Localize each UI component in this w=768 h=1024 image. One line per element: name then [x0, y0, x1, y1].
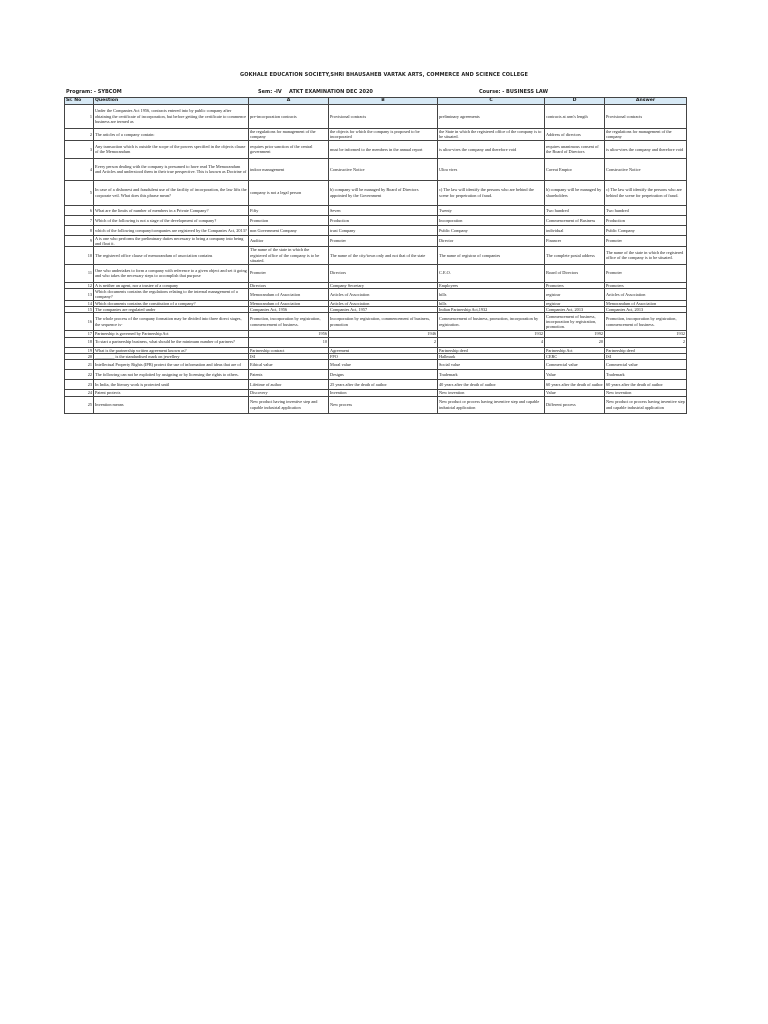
option-b-cell: Invention	[329, 390, 438, 396]
sr-no-cell: 4	[65, 158, 94, 180]
option-d-cell: registrar	[545, 300, 605, 306]
sr-no-cell: 22	[65, 370, 94, 380]
table-row	[65, 288, 687, 300]
option-b-cell: Seven	[329, 205, 438, 215]
option-c-cell: Commencement of business, promotion, incorporation by registration.	[438, 313, 545, 331]
option-a-cell: The name of the state in which the registered office of the company is to be situated.	[249, 247, 329, 264]
option-b-cell: 2	[329, 337, 438, 347]
question-cell: The articles of a company contain:	[94, 129, 249, 141]
option-d-cell: contracts at arm's length	[545, 105, 605, 129]
answer-cell: 1932	[605, 331, 687, 337]
table-row	[65, 235, 687, 247]
sr-no-cell: 7	[65, 215, 94, 225]
option-d-cell: Promoters	[545, 282, 605, 288]
question-cell: Under the Companies Act 1956, contracts entered into by public company after obtaining the certificate of incorporation, but before getting the certificate to commence business are termed as	[94, 105, 249, 129]
option-a-cell: Lifetime of author	[249, 380, 329, 390]
option-c-cell: Hallmark	[438, 354, 545, 360]
option-a-cell: Discovery	[249, 390, 329, 396]
answer-cell: ISI	[605, 354, 687, 360]
question-cell: A is one who performs the preliminary duties necessary to bring a company into being and float it.	[94, 235, 249, 247]
question-cell: Which documents contains the regulations relating to the internal management of a company?	[94, 288, 249, 300]
sr-no-cell: 8	[65, 225, 94, 235]
option-b-cell: Directors	[329, 264, 438, 282]
option-d-cell: Commencement of Business	[545, 215, 605, 225]
option-a-cell: Partnership contract	[249, 347, 329, 353]
option-c-cell: 40 years after the death of author	[438, 380, 545, 390]
option-d-cell: 20	[545, 337, 605, 347]
option-a-cell: Directors	[249, 282, 329, 288]
answer-cell: New invention	[605, 390, 687, 396]
column-header: D	[545, 98, 605, 105]
option-c-cell: Partnership deed	[438, 347, 545, 353]
option-b-cell: Companies Act, 1957	[329, 306, 438, 312]
question-cell: Which documents contains the constitution of a company?	[94, 300, 249, 306]
option-d-cell: registrar	[545, 288, 605, 300]
option-d-cell: Value	[545, 370, 605, 380]
question-cell: The registered office clause of memorandum of association contains	[94, 247, 249, 264]
answer-cell: Memorandum of Association	[605, 300, 687, 306]
answer-cell: Trademark	[605, 370, 687, 380]
answer-cell: Promotion, incorporation by registration, commencement of business.	[605, 313, 687, 331]
sr-no-cell: 2	[65, 129, 94, 141]
option-a-cell: non Government Company	[249, 225, 329, 235]
column-header: A	[249, 98, 329, 105]
sr-no-cell: 1	[65, 105, 94, 129]
answer-cell: Production	[605, 215, 687, 225]
answer-cell: Commercial value	[605, 360, 687, 370]
option-c-cell: bills	[438, 288, 545, 300]
answer-cell: Promoter	[605, 235, 687, 247]
column-header: Sr. No	[65, 98, 94, 105]
table-row	[65, 180, 687, 205]
column-header: B	[329, 98, 438, 105]
option-c-cell: preliminary agreements	[438, 105, 545, 129]
option-a-cell: the regulations for management of the company	[249, 129, 329, 141]
option-a-cell: Memorandum of Association	[249, 288, 329, 300]
option-d-cell: Companies Act, 2013	[545, 306, 605, 312]
question-cell: Patent protects	[94, 390, 249, 396]
table-row	[65, 105, 687, 129]
answer-cell: Public Company	[605, 225, 687, 235]
sr-no-cell: 23	[65, 380, 94, 390]
question-cell: A is neither an agent, nor a trustee of a company	[94, 282, 249, 288]
option-b-cell: Moral value	[329, 360, 438, 370]
question-cell: The whole process of the company formation may be divided into three direct stages, the sequence is-	[94, 313, 249, 331]
sr-no-cell: 14	[65, 300, 94, 306]
answer-cell: 60 years after the death of author	[605, 380, 687, 390]
answer-cell: 2	[605, 337, 687, 347]
table-header-row	[65, 98, 687, 105]
option-b-cell: Articles of Association	[329, 300, 438, 306]
option-d-cell: 1992	[545, 331, 605, 337]
option-a-cell: 10	[249, 337, 329, 347]
option-d-cell: individual	[545, 225, 605, 235]
option-d-cell: Different process	[545, 396, 605, 413]
answer-cell: New product or process having inventive step and capable industrial application	[605, 396, 687, 413]
option-d-cell: The complete postal address	[545, 247, 605, 264]
option-d-cell: b) company will be managed by shareholders	[545, 180, 605, 205]
table-row	[65, 140, 687, 158]
option-a-cell: Auditor	[249, 235, 329, 247]
option-a-cell: Patents	[249, 370, 329, 380]
sr-no-cell: 5	[65, 180, 94, 205]
question-cell: Intellectual Property Rights (IPR) protect the use of information and ideas that are of	[94, 360, 249, 370]
table-row	[65, 225, 687, 235]
question-cell: Any transaction which is outside the scope of the powers specified in the objects clause of the Memorandum	[94, 140, 249, 158]
option-c-cell: c) The law will identify the persons who are behind the scene for perpetration of fraud.	[438, 180, 545, 205]
option-d-cell: Board of Directors	[545, 264, 605, 282]
answer-cell: Constructive Notice	[605, 158, 687, 180]
option-c-cell: The name of registrar of companies	[438, 247, 545, 264]
option-b-cell: New process	[329, 396, 438, 413]
option-a-cell: Companies Act, 1956	[249, 306, 329, 312]
option-d-cell: Financer	[545, 235, 605, 247]
option-b-cell: trust Company	[329, 225, 438, 235]
option-a-cell: indoor management	[249, 158, 329, 180]
question-cell: Invention means	[94, 396, 249, 413]
sr-no-cell: 10	[65, 247, 94, 264]
answer-cell: Promoter	[605, 264, 687, 282]
option-c-cell: Social value	[438, 360, 545, 370]
sr-no-cell: 17	[65, 331, 94, 337]
question-cell: _________ is the standardised mark on jewellery	[94, 354, 249, 360]
option-c-cell: Ultra vires	[438, 158, 545, 180]
option-a-cell: Promotion, incorporation by registration, commencement of business.	[249, 313, 329, 331]
option-d-cell: 60 years after the death of author	[545, 380, 605, 390]
question-table	[64, 97, 687, 414]
program-label: Program: - SYBCOM	[66, 89, 122, 95]
sr-no-cell: 25	[65, 396, 94, 413]
table-row	[65, 215, 687, 225]
option-c-cell: C.E.O.	[438, 264, 545, 282]
option-a-cell: 1956	[249, 331, 329, 337]
semester-label: Sem: -IV	[258, 89, 282, 95]
answer-cell: Partnership deed	[605, 347, 687, 353]
question-cell: The following can not be exploited by assigning or by licensing the rights to others.	[94, 370, 249, 380]
option-b-cell: Articles of Association	[329, 288, 438, 300]
option-a-cell: Ethical value	[249, 360, 329, 370]
table-row	[65, 360, 687, 370]
option-c-cell: New product or process having inventive step and capable industrial application	[438, 396, 545, 413]
option-b-cell: 25 years after the death of author	[329, 380, 438, 390]
option-c-cell: the State in which the registered office of the company is to be situated.	[438, 129, 545, 141]
option-c-cell: Employees	[438, 282, 545, 288]
option-d-cell: Caveat Emptor	[545, 158, 605, 180]
question-cell: What are the limits of number of members in a Private Company?	[94, 205, 249, 215]
option-b-cell: 1946	[329, 331, 438, 337]
question-cell: Every person dealing with the company is presumed to have read The Memorandum and Articles and understood them in their true perspective. This is known as Doctrine of	[94, 158, 249, 180]
option-a-cell: Fifty	[249, 205, 329, 215]
sr-no-cell: 20	[65, 354, 94, 360]
question-cell: The companies are regulated under	[94, 306, 249, 312]
question-cell: One who undertakes to form a company with reference to a given object and set it going and who takes the necessary steps to accomplish that purpose	[94, 264, 249, 282]
answer-cell: Promoters	[605, 282, 687, 288]
sr-no-cell: 6	[65, 205, 94, 215]
sr-no-cell: 15	[65, 306, 94, 312]
answer-cell: Companies Act, 2013	[605, 306, 687, 312]
option-c-cell: is ultra-vires the company and therefore void	[438, 140, 545, 158]
column-header: C	[438, 98, 545, 105]
sr-no-cell: 16	[65, 313, 94, 331]
question-cell: which of the following company/companies are registered by the Companies Act, 2013?	[94, 225, 249, 235]
college-title: GOKHALE EDUCATION SOCIETY,SHRI BHAUSAHEB VARTAK ARTS, COMMERCE AND SCIENCE COLLEGE	[240, 72, 528, 78]
option-a-cell: New product having inventive step and capable industrial application	[249, 396, 329, 413]
question-cell: In case of a dishonest and fraudulent use of the facility of incorporation, the law lifts the corporate veil. What does this phrase mean?	[94, 180, 249, 205]
option-a-cell: Memorandum of Association	[249, 300, 329, 306]
option-a-cell: ISI	[249, 354, 329, 360]
option-c-cell: Public Company	[438, 225, 545, 235]
table-row	[65, 380, 687, 390]
option-b-cell: Incorporation by registration, commencement of business, promotion	[329, 313, 438, 331]
option-b-cell: the objects for which the company is proposed to be incorporated	[329, 129, 438, 141]
option-b-cell: FPO	[329, 354, 438, 360]
option-c-cell: New invention	[438, 390, 545, 396]
column-header: Answer	[605, 98, 687, 105]
option-b-cell: Agreement	[329, 347, 438, 353]
answer-cell: The name of the state in which the registered office of the company is to be situated.	[605, 247, 687, 264]
question-cell: In India, the literary work is protected until	[94, 380, 249, 390]
option-d-cell: Commencement of business, incorporation by registration, promotion.	[545, 313, 605, 331]
option-b-cell: The name of the city/town only and not that of the state	[329, 247, 438, 264]
option-c-cell: Director	[438, 235, 545, 247]
answer-cell: Articles of Association	[605, 288, 687, 300]
table-row	[65, 158, 687, 180]
option-d-cell: CERC	[545, 354, 605, 360]
table-row	[65, 396, 687, 413]
sr-no-cell: 18	[65, 337, 94, 347]
option-b-cell: Provisional contracts	[329, 105, 438, 129]
option-c-cell: Trademark	[438, 370, 545, 380]
question-cell: Which of the following is not a stage of the development of company?	[94, 215, 249, 225]
table-row	[65, 205, 687, 215]
option-b-cell: b) company will be managed by Board of Directors appointed by the Government	[329, 180, 438, 205]
answer-cell: c) The law will identify the persons who are behind the scene for perpetration of fraud.	[605, 180, 687, 205]
option-c-cell: Indian Partnership Act,1932	[438, 306, 545, 312]
option-c-cell: Incorporation	[438, 215, 545, 225]
answer-cell: is ultra-vires the company and therefore void	[605, 140, 687, 158]
table-row	[65, 313, 687, 331]
course-label: Course: - BUSINESS LAW	[479, 89, 549, 95]
option-b-cell: Constructive Notice	[329, 158, 438, 180]
option-a-cell: pre-incorporation contracts	[249, 105, 329, 129]
option-b-cell: Designs	[329, 370, 438, 380]
table-row	[65, 129, 687, 141]
sr-no-cell: 11	[65, 264, 94, 282]
option-b-cell: Production	[329, 215, 438, 225]
option-b-cell: Company Secretary	[329, 282, 438, 288]
option-d-cell: Commercial value	[545, 360, 605, 370]
option-a-cell: requires prior sanction of the central government	[249, 140, 329, 158]
option-c-cell: Twenty	[438, 205, 545, 215]
option-d-cell: Partnership Act	[545, 347, 605, 353]
sr-no-cell: 13	[65, 288, 94, 300]
table-row	[65, 337, 687, 347]
option-a-cell: company is not a legal person	[249, 180, 329, 205]
answer-cell: Two hundred	[605, 205, 687, 215]
option-d-cell: requires unanimous consent of the Board of Directors	[545, 140, 605, 158]
option-d-cell: Two hundred	[545, 205, 605, 215]
sr-no-cell: 19	[65, 347, 94, 353]
sr-no-cell: 21	[65, 360, 94, 370]
table-row	[65, 264, 687, 282]
option-b-cell: Promoter	[329, 235, 438, 247]
table-row	[65, 247, 687, 264]
sr-no-cell: 12	[65, 282, 94, 288]
column-header: Question	[94, 98, 249, 105]
table-row	[65, 370, 687, 380]
question-cell: Partnership is governed by Partnership Act	[94, 331, 249, 337]
option-a-cell: Promotion	[249, 215, 329, 225]
exam-label: ATKT EXAMINATION DEC 2020	[289, 89, 373, 95]
option-d-cell: Address of directors	[545, 129, 605, 141]
option-c-cell: 1932	[438, 331, 545, 337]
option-c-cell: bills	[438, 300, 545, 306]
option-c-cell: 4	[438, 337, 545, 347]
question-cell: What is the partnership written agreement known as?	[94, 347, 249, 353]
sr-no-cell: 9	[65, 235, 94, 247]
option-a-cell: Promoter	[249, 264, 329, 282]
sr-no-cell: 24	[65, 390, 94, 396]
option-b-cell: must be informed to the members in the annual report	[329, 140, 438, 158]
option-d-cell: Value	[545, 390, 605, 396]
answer-cell: Provisional contracts	[605, 105, 687, 129]
question-cell: To start a partnership business, what should be the minimum number of partners?	[94, 337, 249, 347]
answer-cell: the regulations for management of the company	[605, 129, 687, 141]
sr-no-cell: 3	[65, 140, 94, 158]
